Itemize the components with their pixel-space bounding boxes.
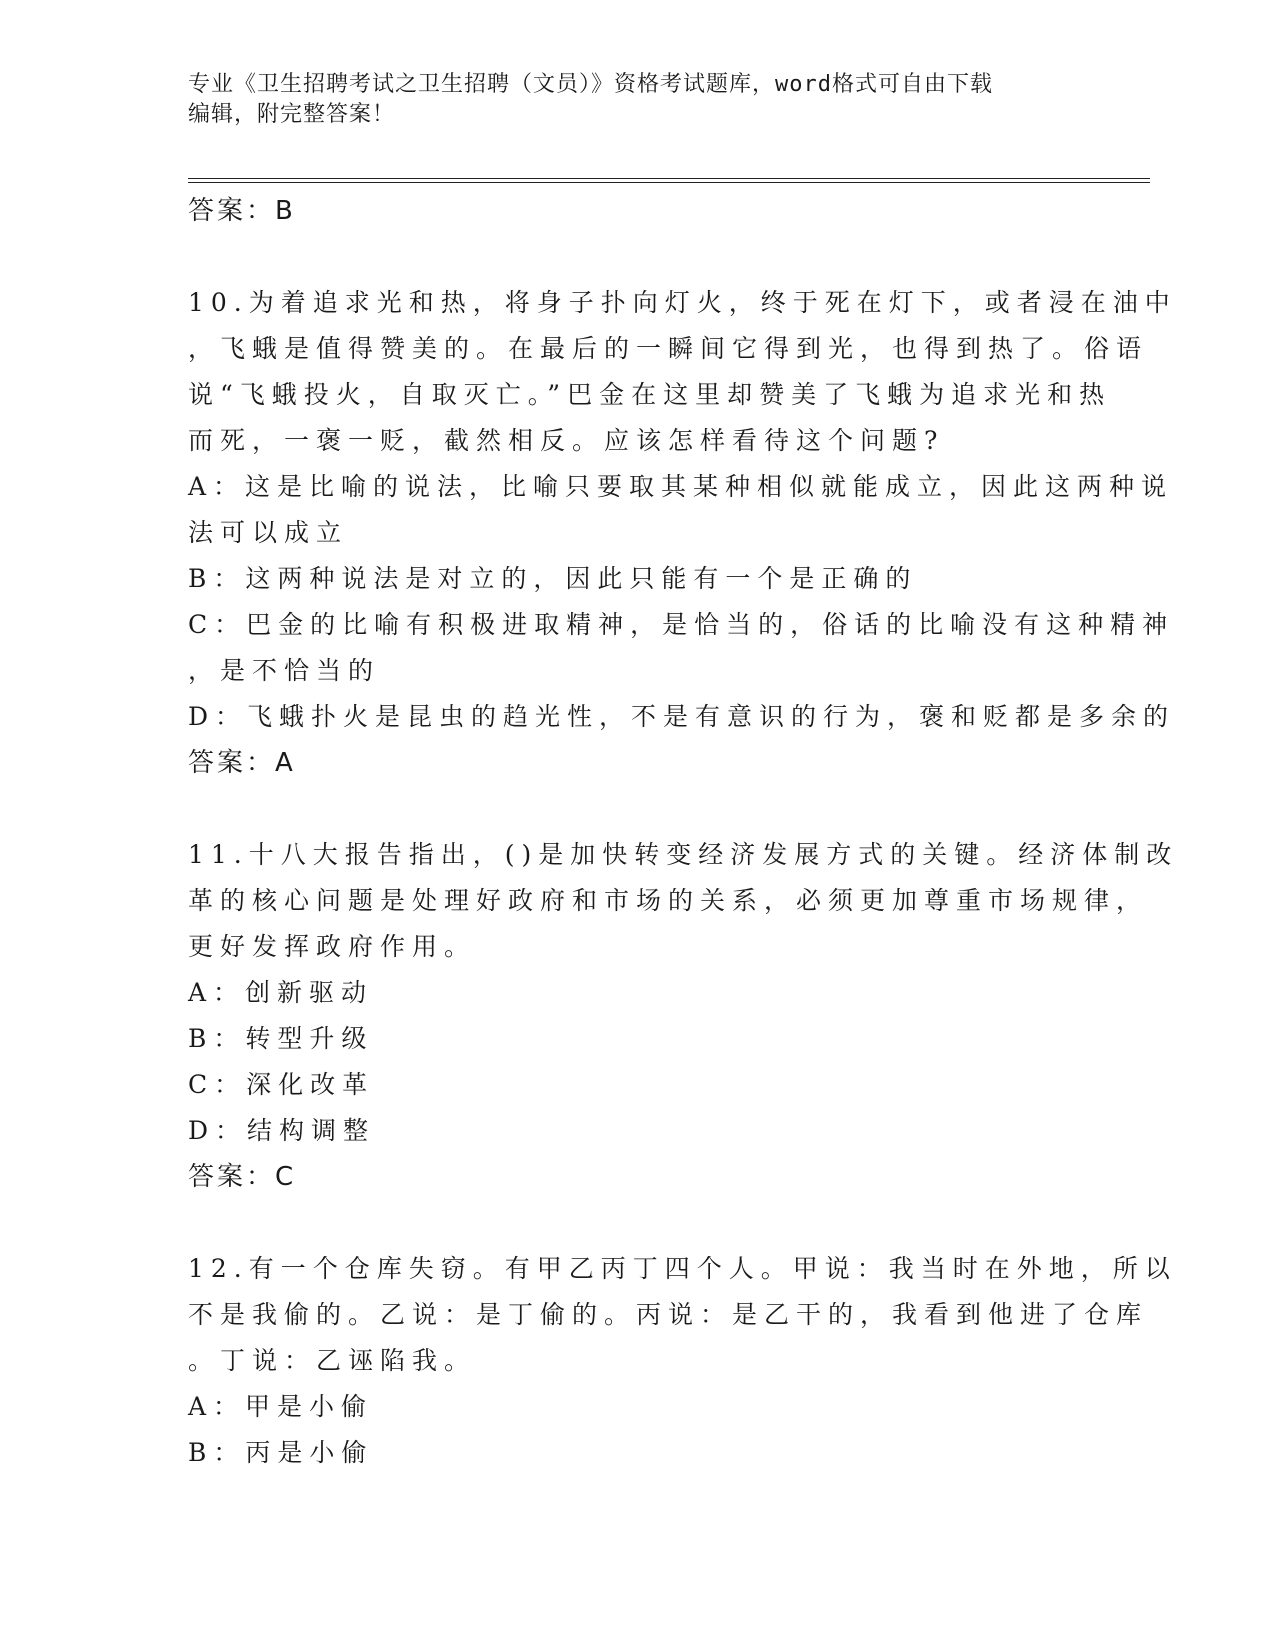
question-text-line: 不是我偷的。乙说：是丁偷的。丙说：是乙干的，我看到他进了仓库 [188, 1300, 1149, 1329]
previous-answer: 答案：B [188, 196, 296, 226]
question-text-line: ，飞蛾是值得赞美的。在最后的一瞬间它得到光，也得到热了。俗语 [188, 334, 1149, 363]
question-11 [188, 832, 1179, 1200]
header-line-2: 编辑，附完整答案！ [188, 102, 396, 127]
header-divider-bottom [188, 182, 1150, 183]
option-c: C：深化改革 [188, 1070, 375, 1099]
spacer [188, 1200, 1088, 1246]
option-a: A：这是比喻的说法，比喻只要取其某种相似就能成立，因此这两种说 [188, 472, 1174, 501]
spacer [188, 786, 1088, 832]
question-text-line: 革的核心问题是处理好政府和市场的关系，必须更加尊重市场规律， [188, 886, 1149, 915]
option-d: D：飞蛾扑火是昆虫的趋光性，不是有意识的行为，褒和贬都是多余的 [188, 702, 1176, 731]
header-divider-top [188, 178, 1150, 179]
page-header [188, 70, 1088, 130]
option-a: A：甲是小偷 [188, 1392, 374, 1421]
question-text-line: 11.十八大报告指出，()是加快转变经济发展方式的关键。经济体制改 [188, 840, 1179, 869]
option-c: C：巴金的比喻有积极进取精神，是恰当的，俗话的比喻没有这种精神 [188, 610, 1175, 639]
question-text-line: 更好发挥政府作用。 [188, 932, 477, 961]
option-a-continued: 法可以成立 [188, 518, 349, 547]
option-b: B：转型升级 [188, 1024, 374, 1053]
option-b: B：丙是小偷 [188, 1438, 374, 1467]
question-content [188, 188, 1179, 1476]
option-a: A：创新驱动 [188, 978, 374, 1007]
header-line-1: 专业《卫生招聘考试之卫生招聘（文员）》资格考试题库，word格式可自由下载 [188, 72, 993, 97]
question-12 [188, 1246, 1177, 1476]
question-text-line: 说“飞蛾投火，自取灭亡。”巴金在这里却赞美了飞蛾为追求光和热 [188, 380, 1112, 409]
answer: 答案：C [188, 1162, 297, 1192]
question-text-line: 。丁说：乙诬陷我。 [188, 1346, 477, 1375]
question-text-line: 而死，一褒一贬，截然相反。应该怎样看待这个问题? [188, 426, 945, 455]
question-10 [188, 280, 1177, 786]
spacer [188, 234, 1088, 280]
question-text-line: 10.为着追求光和热，将身子扑向灯火，终于死在灯下，或者浸在油中 [188, 288, 1177, 317]
option-c-continued: ，是不恰当的 [188, 656, 381, 685]
option-d: D：结构调整 [188, 1116, 376, 1145]
option-b: B：这两种说法是对立的，因此只能有一个是正确的 [188, 564, 918, 593]
answer: 答案：A [188, 748, 296, 778]
question-text-line: 12.有一个仓库失窃。有甲乙丙丁四个人。甲说：我当时在外地，所以 [188, 1254, 1177, 1283]
